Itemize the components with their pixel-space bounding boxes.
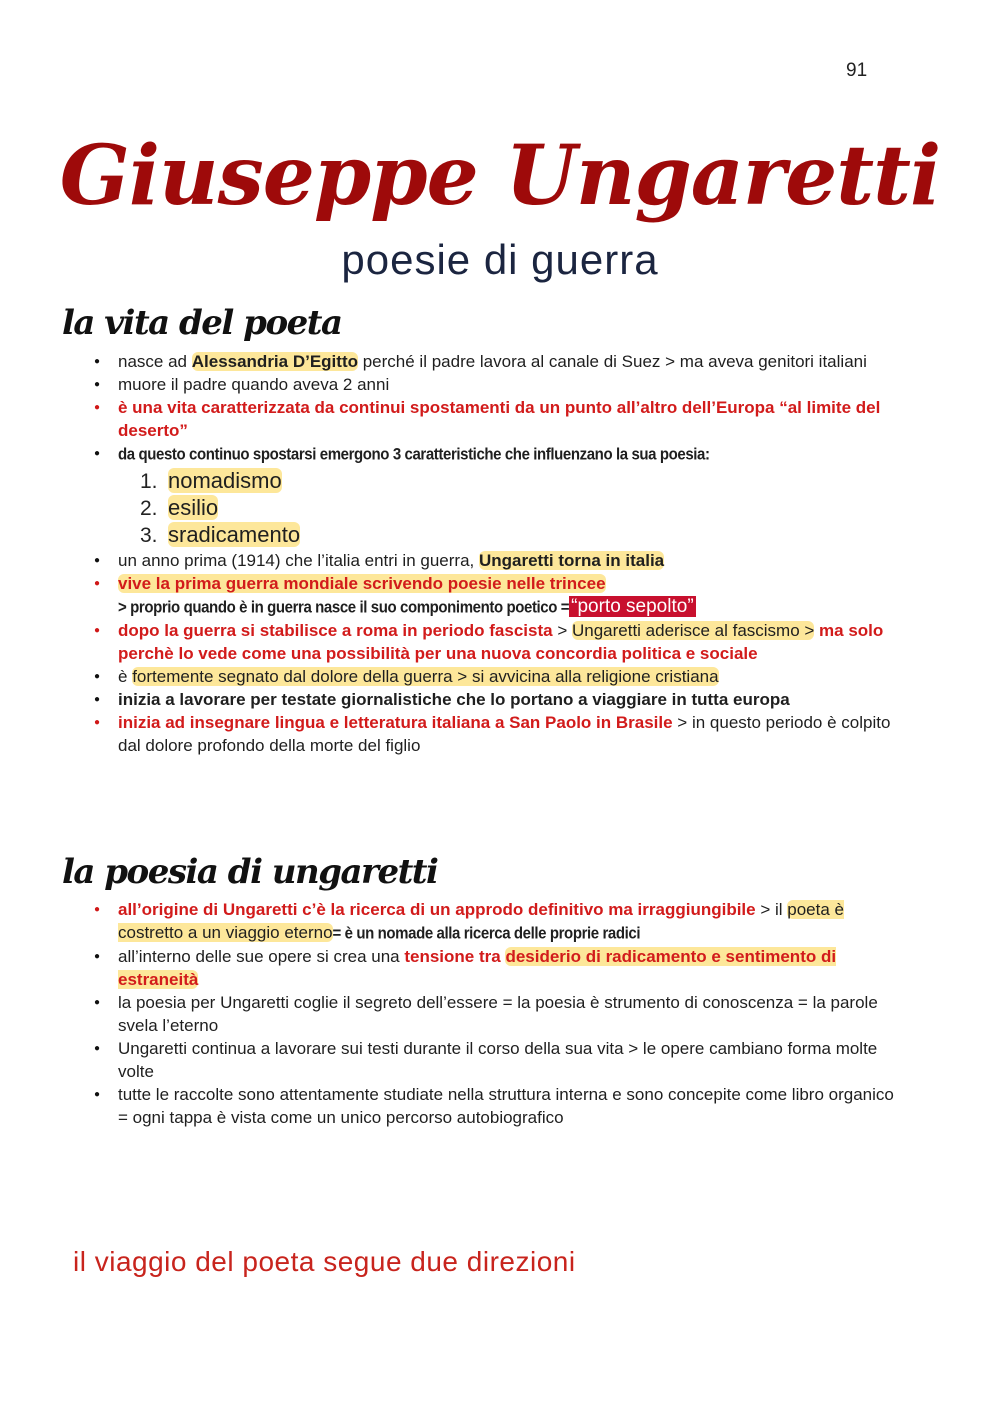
list-item: ● inizia ad insegnare lingua e letteratura italiana a San Paolo in Brasile > in questo periodo è colpito dal dolore profondo della morte del figlio xyxy=(94,711,894,757)
list-item: ● muore il padre quando aveva 2 anni xyxy=(94,373,894,396)
list-item: ● vive la prima guerra mondiale scrivendo poesie nelle trincee> proprio quando è in guerra nasce il suo componimento poetico =“porto sepolto” xyxy=(94,572,894,619)
list-item: ● nasce ad Alessandria D’Egitto perché il padre lavora al canale di Suez > ma aveva genitori italiani xyxy=(94,350,894,373)
vita-bullet-list xyxy=(94,350,894,757)
list-item: ● dopo la guerra si stabilisce a roma in periodo fascista > Ungaretti aderisce al fascismo > ma solo perchè lo vede come una possibilità per una nuova concordia politica e sociale xyxy=(94,619,894,665)
footer-text: il viaggio del poeta segue due direzioni xyxy=(73,1246,576,1277)
characteristics-list xyxy=(118,468,894,549)
porto-sepolto-label: “porto sepolto” xyxy=(571,596,694,617)
page-number: 91 xyxy=(846,60,868,81)
list-item: 2. esilio xyxy=(140,495,219,520)
page-subtitle: poesie di guerra xyxy=(341,236,659,283)
list-item: ● è una vita caratterizzata da continui spostamenti da un punto all’altro dell’Europa “al limite del deserto” xyxy=(94,396,894,442)
list-item: ● all’origine di Ungaretti c’è la ricerca di un approdo definitivo ma irraggiungibile > il poeta è costretto a un viaggio eterno= è un nomade alla ricerca delle proprie radici xyxy=(94,898,894,945)
list-item: ● un anno prima (1914) che l’italia entri in guerra, Ungaretti torna in italia xyxy=(94,549,894,572)
list-item: ● all’interno delle sue opere si crea una tensione tra desiderio di radicamento e sentimento di estraneità xyxy=(94,945,894,991)
list-item: 3. sradicamento xyxy=(140,522,301,547)
page-title: Giuseppe Ungaretti xyxy=(59,128,941,224)
section-heading-vita: la vita del poeta xyxy=(62,303,342,343)
section-heading-poesia: la poesia di ungaretti xyxy=(62,852,438,892)
list-item: ● inizia a lavorare per testate giornalistiche che lo portano a viaggiare in tutta europa xyxy=(94,688,894,711)
list-item: ● Ungaretti continua a lavorare sui testi durante il corso della sua vita > le opere cambiano forma molte volte xyxy=(94,1037,894,1083)
list-item: ● tutte le raccolte sono attentamente studiate nella struttura interna e sono concepite come libro organico = ogni tappa è vista come un unico percorso autobiografico xyxy=(94,1083,894,1129)
list-item: 1. nomadismo xyxy=(140,468,282,493)
list-item: ● è fortemente segnato dal dolore della guerra > si avvicina alla religione cristiana xyxy=(94,665,894,688)
poesia-bullet-list xyxy=(94,898,894,1129)
highlight: Alessandria D’Egitto xyxy=(191,352,358,371)
list-item: ● la poesia per Ungaretti coglie il segreto dell’essere = la poesia è strumento di conoscenza = la parole svela l’eterno xyxy=(94,991,894,1037)
list-item: ● da questo continuo spostarsi emergono 3 caratteristiche che influenzano la sua poesia: 1. nomadismo 2. esilio 3. sradicamento xyxy=(94,442,894,549)
